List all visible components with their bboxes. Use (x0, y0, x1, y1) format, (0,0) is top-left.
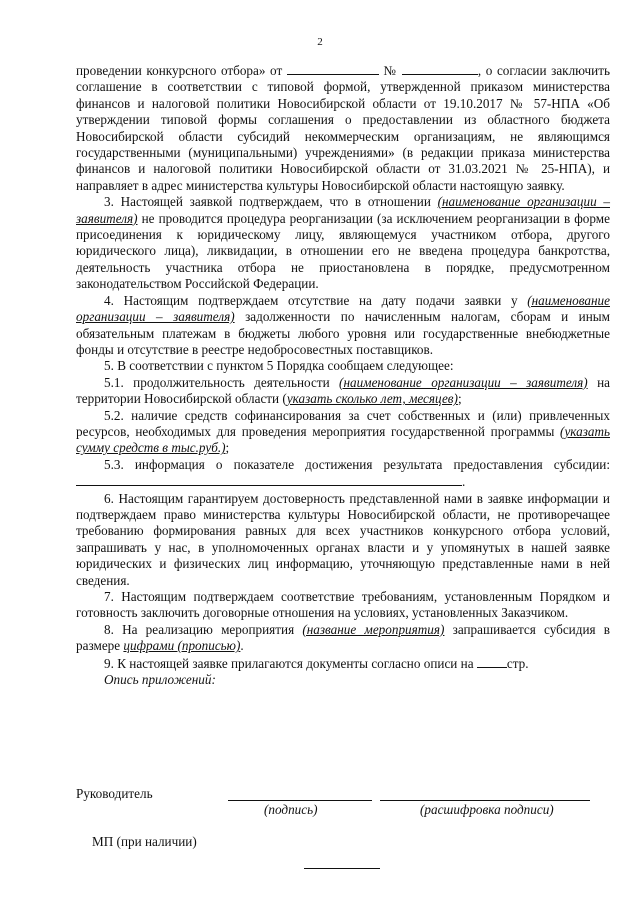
p51-placeholder-org: (наименование организации – заявителя) (339, 374, 588, 390)
document-body (76, 62, 610, 688)
p3-text-b: не проводится процедура реорганизации (за исключением реорганизации в форме присоединения к юридическому лицу, являющемуся участником отбора, другого юридического лица), ликвидации, в отношении его не введена процедура банкротства, деятельность участника отбора не приостановлена в порядке, предусмотренном законодательством Российской Федерации. (76, 210, 610, 292)
paragraph-7: 7. Настоящим подтверждаем соответствие требованиям, установленным Порядком и готовность заключить договорные отношения на условиях, установленных Заказчиком. (76, 589, 610, 621)
p53-text-b: . (462, 474, 466, 490)
paragraph-8 (76, 622, 610, 655)
number-blank (402, 62, 478, 75)
paragraph-5-1 (76, 375, 610, 408)
p51-text-b: на территории Новосибирской области ( (76, 374, 610, 407)
p8-text-b: запрашивается субсидия в размере (76, 621, 610, 654)
paragraph-5-3 (76, 457, 610, 491)
p8-placeholder-event: (название мероприятия) (302, 621, 445, 637)
p3-text-a: 3. Настоящей заявкой подтверждаем, что в отношении (104, 194, 438, 210)
signature-decode-caption: (расшифровка подписи) (420, 802, 554, 817)
pages-blank (477, 655, 507, 668)
p9-text-b: стр. (506, 655, 529, 671)
result-blank (76, 473, 462, 486)
p4-text-b: задолженности по начисленным налогам, сборам и иным обязательным платежам в бюджеты любого уровня или государственные внебюджетные фонды и отсутствие в реестре недобросовестных поставщиков. (76, 309, 611, 357)
paragraph-5: 5. В соответствии с пунктом 5 Порядка сообщаем следующее: (104, 358, 454, 374)
p9-text-a: 9. К настоящей заявке прилагаются документы согласно описи на (104, 655, 477, 671)
p51-placeholder-duration: указать сколько лет, месяцев) (286, 391, 458, 407)
p52-placeholder: (указать сумму средств в тыс.руб.) (76, 423, 610, 456)
p1-text-a: проведении конкурсного отбора» от (76, 63, 287, 78)
p3-placeholder: (наименование организации – заявителя) (76, 194, 610, 226)
signature-caption: (подпись) (264, 802, 318, 817)
signer-role: Руководитель (76, 786, 153, 801)
p1-text-b: № (378, 63, 402, 78)
p8-text-a: 8. На реализацию мероприятия (104, 621, 303, 637)
paragraph-6: 6. Настоящим гарантируем достоверность представленной нами в заявке информации и подтверждаем право министерства культуры Новосибирской области, не противоречащее требованию формирования равных для всех участников конкурсного отбора условий, запрашивать у нас, в уполномоченных органах власти и у упомянутых в нашей заявке юридических и физических лиц информацию, уточняющую представленные нами в ней сведения. (76, 490, 610, 588)
paragraph-5-2 (76, 408, 610, 457)
page-number: 2 (317, 36, 323, 48)
paragraph-4 (76, 293, 610, 359)
date-blank (287, 62, 379, 75)
p1-text-c: , о согласии заключить соглашение в соответствии с типовой формой, утвержденной приказом министерства финансов и налоговой политики Новосибирской области от 19.10.2017 № 57-НПА «Об утверждении типовой формы соглашения о предоставлении из областного бюджета Новосибирской области субсидий некоммерческим организациям, не являющимся государственными (муниципальными) учреждениями» (в редакции приказа министерства финансов и налоговой политики Новосибирской области от 31.03.2021 № 25-НПА), и направляет в адрес министерства культуры Новосибирской области настоящую заявку. (76, 63, 610, 193)
signature-line (228, 800, 372, 801)
p53-text-a: 5.3. информация о показателе достижения результата предоставления субсидии: (104, 456, 610, 472)
p8-text-c: . (240, 638, 244, 654)
p4-placeholder: (наименование организации – заявителя) (76, 292, 610, 325)
stamp-note: МП (при наличии) (92, 834, 197, 849)
paragraph-3 (76, 194, 610, 292)
paragraph-9 (76, 655, 610, 672)
p8-placeholder-amount: цифрами (прописью) (123, 638, 241, 654)
p52-text-b: ; (225, 440, 230, 456)
attachments-label: Опись приложений: (104, 672, 216, 688)
p51-text-a: 5.1. продолжительность деятельности (104, 374, 340, 390)
p51-text-c: ; (457, 391, 462, 407)
p4-text-a: 4. Настоящим подтверждаем отсутствие на дату подачи заявки у (104, 292, 528, 308)
paragraph-2-continued (76, 62, 610, 194)
signature-decode-line (380, 800, 590, 801)
end-divider (304, 868, 380, 869)
p52-text-a: 5.2. наличие средств софинансирования за счет собственных и (или) привлеченных ресурсов, необходимых для проведения мероприятия государственной программы (76, 407, 610, 439)
